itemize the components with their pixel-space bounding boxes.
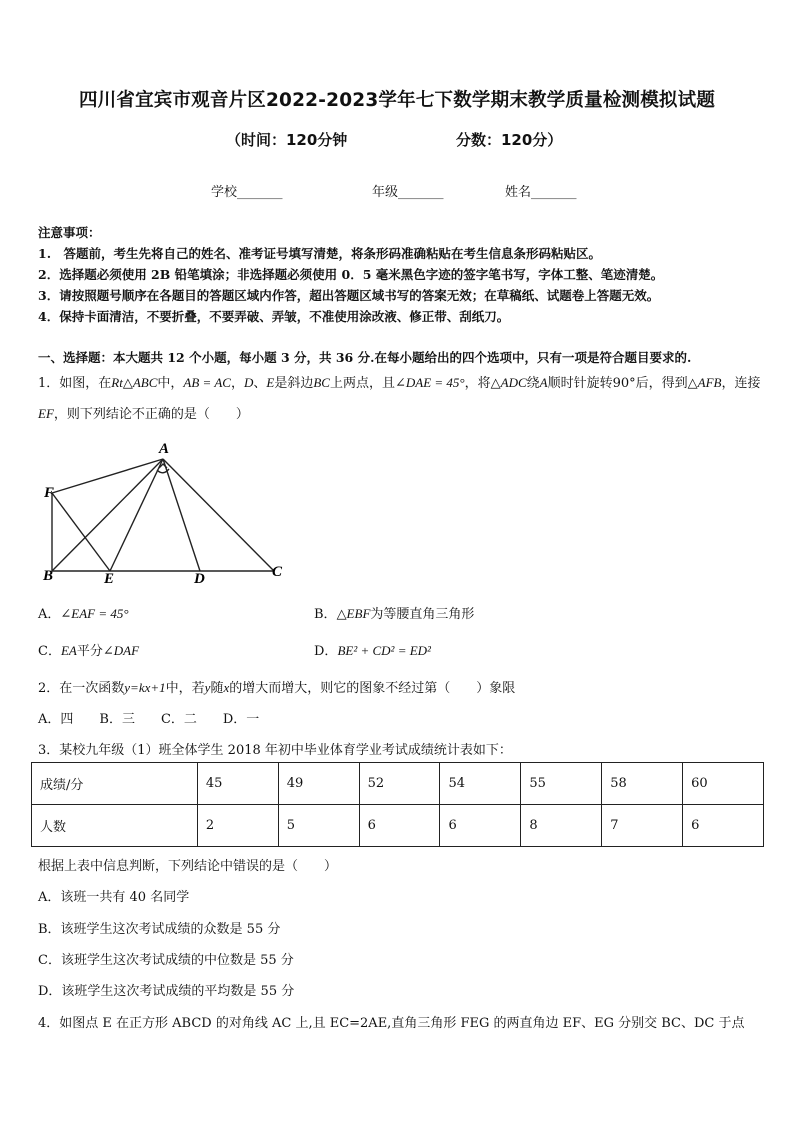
- question-2-stem: [38, 677, 515, 696]
- q1-text: 上两点，且: [329, 376, 395, 391]
- segment-ad: [163, 459, 200, 571]
- q1-option-d[interactable]: [314, 640, 431, 659]
- q1-text: ，连接: [721, 376, 761, 391]
- name-field[interactable]: 姓名_______: [505, 185, 577, 200]
- table-cell: 58: [602, 763, 683, 805]
- note-item: 3．请按照题号顺序在各题目的答题区域内作答，超出答题区域书写的答案无效；在草稿纸、试题卷上答题无效。: [38, 288, 660, 303]
- q1-text: 是斜边: [274, 376, 314, 391]
- option-text: 平分: [76, 644, 103, 659]
- segment-ae: [110, 459, 163, 571]
- q1-text: 顺时针旋转90°后，得到: [547, 376, 688, 391]
- q1-option-a[interactable]: [38, 603, 129, 622]
- question-3-stem: 3．某校九年级（1）班全体学生 2018 年初中毕业体育学业考试成绩统计表如下：: [38, 743, 512, 758]
- option-math: BE² + CD² = ED²: [337, 643, 431, 658]
- table-cell: 8: [521, 805, 602, 847]
- q1-text: 1．如图，在: [38, 376, 112, 391]
- q1-text: ，: [230, 376, 244, 391]
- option-prefix: C．: [38, 644, 61, 659]
- table-cell: 6: [440, 805, 521, 847]
- q1-option-b[interactable]: [314, 603, 474, 622]
- label-a: A: [159, 441, 170, 457]
- option-prefix: A．: [38, 607, 61, 622]
- q2-text: 的增大而增大，则它的图象不经过第（ ）象限: [229, 681, 516, 696]
- label-c: C: [272, 564, 283, 580]
- q1-math: E: [266, 375, 275, 390]
- q1-math: AB = AC: [183, 375, 231, 390]
- q2-options[interactable]: A．四 B．三 C．二 D．一: [38, 712, 260, 727]
- q1-option-c[interactable]: [38, 640, 139, 659]
- q3-option-d[interactable]: D．该班学生这次考试成绩的平均数是 55 分: [38, 984, 295, 999]
- q2-math: y=kx+1: [124, 680, 166, 695]
- note-item: 1. 答题前，考生先将自己的姓名、准考证号填写清楚，将条形码准确粘贴在考生信息条形码粘贴区。: [38, 246, 602, 261]
- option-math: ∠DAF: [102, 643, 140, 658]
- note-item: 2．选择题必须使用 2B 铅笔填涂；非选择题必须使用 0．5 毫米黑色字迹的签字笔书写，字体工整、笔迹清楚。: [38, 267, 664, 282]
- score-table: [31, 762, 764, 847]
- q2-text: 中，若: [165, 681, 205, 696]
- table-cell: 54: [440, 763, 521, 805]
- q2-math: x: [223, 680, 230, 695]
- table-cell: 52: [359, 763, 440, 805]
- q1-math: BC: [313, 375, 330, 390]
- option-math: EA: [60, 643, 77, 658]
- q3-option-c[interactable]: C．该班学生这次考试成绩的中位数是 55 分: [38, 953, 294, 968]
- q1-text: 绕: [526, 376, 540, 391]
- q1-text: ，则下列结论不正确的是（ ）: [53, 407, 249, 422]
- school-field[interactable]: 学校_______: [211, 185, 283, 200]
- q3-question: 根据上表中信息判断，下列结论中错误的是（ ）: [38, 859, 338, 874]
- q3-option-b[interactable]: B．该班学生这次考试成绩的众数是 55 分: [38, 922, 281, 937]
- table-cell: 60: [683, 763, 764, 805]
- table-cell: 5: [278, 805, 359, 847]
- label-e: E: [104, 571, 115, 586]
- section-heading: 一、选择题：本大题共 12 个小题，每小题 3 分，共 36 分.在每小题给出的四个选项中，只有一项是符合题目要求的.: [38, 350, 692, 365]
- table-cell: 55: [521, 763, 602, 805]
- option-prefix: D．: [314, 644, 338, 659]
- table-cell: 成绩/分: [32, 763, 198, 805]
- table-cell: 49: [278, 763, 359, 805]
- page-title: 四川省宜宾市观音片区2022-2023学年七下数学期末教学质量检测模拟试题: [78, 90, 716, 111]
- table-row: [32, 763, 764, 805]
- table-cell: 人数: [32, 805, 198, 847]
- question-1-stem: [38, 368, 762, 430]
- table-cell: 7: [602, 805, 683, 847]
- option-math: △EBF: [336, 606, 371, 621]
- q1-math: A: [539, 375, 548, 390]
- q1-math: △ADC: [490, 375, 527, 390]
- q3-option-a[interactable]: A．该班一共有 40 名同学: [38, 890, 190, 905]
- q1-text: 、: [253, 376, 267, 391]
- option-text: 为等腰直角三角形: [370, 607, 475, 622]
- q1-math: △AFB: [687, 375, 722, 390]
- q1-text: ，将: [464, 376, 491, 391]
- option-prefix: B．: [314, 607, 337, 622]
- option-math: ∠EAF = 45°: [60, 606, 129, 621]
- segment-ac: [163, 459, 274, 571]
- q1-math: ∠DAE = 45°: [394, 375, 465, 390]
- time-limit: （时间：120分钟: [226, 131, 348, 149]
- q1-text: 中，: [157, 376, 184, 391]
- table-cell: 6: [359, 805, 440, 847]
- label-d: D: [194, 571, 205, 586]
- total-score: 分数：120分）: [456, 131, 563, 149]
- question-4-stem: 4．如图点 E 在正方形 ABCD 的对角线 AC 上,且 EC=2AE,直角三角形 FEG 的两直角边 EF、EG 分别交 BC、DC 于点: [38, 1016, 745, 1031]
- label-b: B: [43, 568, 54, 584]
- notes-heading: 注意事项：: [38, 225, 101, 240]
- table-cell: 2: [197, 805, 278, 847]
- triangle-figure: [36, 438, 296, 586]
- table-cell: 45: [197, 763, 278, 805]
- notes-section: [38, 222, 758, 327]
- q1-math: D: [243, 375, 254, 390]
- segment-fe: [52, 493, 110, 571]
- q1-math: EF: [38, 406, 54, 421]
- table-row: [32, 805, 764, 847]
- q2-text: 随: [210, 681, 224, 696]
- q1-math: Rt△ABC: [111, 375, 158, 390]
- q2-math: y: [204, 680, 211, 695]
- table-cell: 6: [683, 805, 764, 847]
- q2-text: 2．在一次函数: [38, 681, 125, 696]
- grade-field[interactable]: 年级_______: [372, 185, 444, 200]
- note-item: 4．保持卡面清洁，不要折叠，不要弄破、弄皱，不准使用涂改液、修正带、刮纸刀。: [38, 309, 510, 324]
- label-f: F: [44, 485, 55, 501]
